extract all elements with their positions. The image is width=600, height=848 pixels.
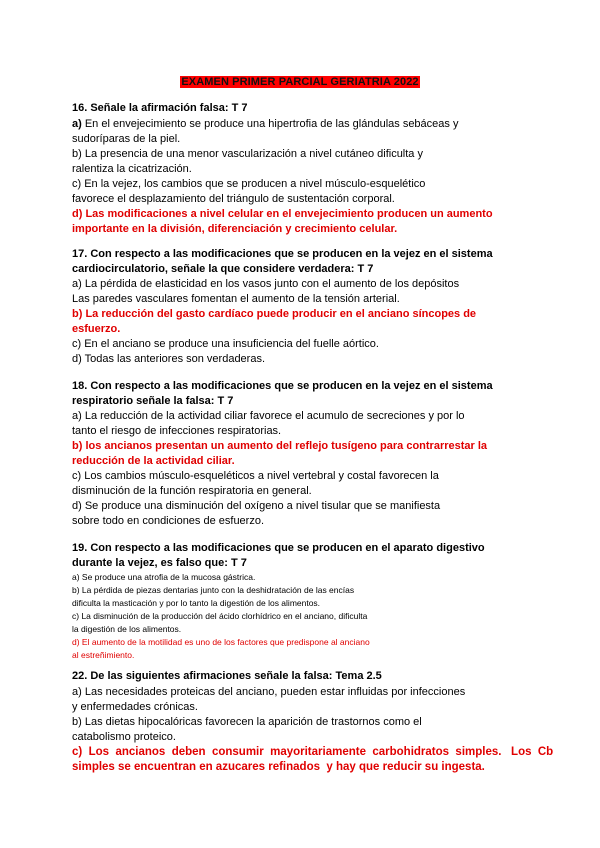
option-line: c) En la vejez, los cambios que se producen a nivel músculo-esquelético [72,178,426,190]
option-line: la digestión de los alimentos. [72,624,182,634]
option-line: a) La reducción de la actividad ciliar favorece el acumulo de secreciones y por lo [72,410,465,422]
question-header: 22. De las siguientes afirmaciones señale la falsa: Tema 2.5 [72,670,382,682]
question-header: durante la vejez, es falso que: T 7 [72,557,247,569]
question-header: 18. Con respecto a las modificaciones que se producen en la vejez en el sistema [72,380,493,392]
option-text: En el envejecimiento se produce una hipertrofia de las glándulas sebáceas y [81,118,459,130]
option-line: sobre todo en condiciones de esfuerzo. [72,515,265,527]
answer-line: d) Las modificaciones a nivel celular en el envejecimiento producen un aumento [72,208,493,220]
answer-line: b) La reducción del gasto cardíaco puede producir en el anciano síncopes de [72,308,477,320]
question-19 [72,541,532,662]
answer-line: al estreñimiento. [72,650,135,660]
question-header: 17. Con respecto a las modificaciones que se producen en la vejez en el sistema [72,248,493,260]
option-line: catabolismo proteico. [72,731,176,743]
exam-title [0,72,600,90]
option-line: favorece el desplazamiento del triángulo de sustentación corporal. [72,193,395,205]
question-header: cardiocirculatorio, señale la que considere verdadera: T 7 [72,263,374,275]
option-line: Las paredes vasculares fomentan el aumento de la tensión arterial. [72,293,400,305]
option-line [72,117,532,132]
answer-line: c) Los ancianos deben consumir mayoritariamente carbohidratos simples. Los Cb [72,746,554,758]
option-line: tanto el riesgo de infecciones respiratorias. [72,425,282,437]
answer-line: esfuerzo. [72,323,121,335]
question-17 [72,247,532,367]
option-line: y enfermedades crónicas. [72,701,198,713]
option-letter: a) [72,118,82,130]
question-22 [72,669,554,775]
question-18 [72,379,532,529]
option-line: b) Las dietas hipocalóricas favorecen la aparición de trastornos como el [72,716,422,728]
answer-line: d) El aumento de la motilidad es uno de los factores que predispone al anciano [72,637,370,647]
question-16 [72,101,532,237]
exam-title-text: EXAMEN PRIMER PARCIAL GERIATRIA 2022 [181,76,419,88]
answer-line: importante en la división, diferenciación y crecimiento celular. [72,223,398,235]
option-line: b) La presencia de una menor vascularización a nivel cutáneo dificulta y [72,148,423,160]
option-line: sudoríparas de la piel. [72,133,181,145]
answer-line: reducción de la actividad ciliar. [72,455,235,467]
option-line: d) Todas las anteriores son verdaderas. [72,353,266,365]
option-line: a) La pérdida de elasticidad en los vasos junto con el aumento de los depósitos [72,278,460,290]
option-line: a) Se produce una atrofia de la mucosa gástrica. [72,572,256,582]
option-line: d) Se produce una disminución del oxígeno a nivel tisular que se manifiesta [72,500,441,512]
option-line: c) En el anciano se produce una insuficiencia del fuelle aórtico. [72,338,379,350]
option-line: disminución de la función respiratoria en general. [72,485,312,497]
option-line: c) Los cambios músculo-esqueléticos a nivel vertebral y costal favorecen la [72,470,439,482]
question-header: 19. Con respecto a las modificaciones que se producen en el aparato digestivo [72,542,485,554]
option-line: c) La disminución de la producción del ácido clorhídrico en el anciano, dificulta [72,611,368,621]
question-header: 16. Señale la afirmación falsa: T 7 [72,102,248,114]
option-line: a) Las necesidades proteicas del anciano, pueden estar influidas por infecciones [72,686,466,698]
answer-line: b) los ancianos presentan un aumento del reflejo tusígeno para contrarrestar la [72,440,488,452]
option-line: ralentiza la cicatrización. [72,163,192,175]
answer-line: simples se encuentran en azucares refinados y hay que reducir su ingesta. [72,761,485,773]
option-line: b) La pérdida de piezas dentarias junto con la deshidratación de las encías [72,585,355,595]
question-header: respiratorio señale la falsa: T 7 [72,395,234,407]
option-line: dificulta la masticación y por lo tanto la digestión de los alimentos. [72,598,321,608]
